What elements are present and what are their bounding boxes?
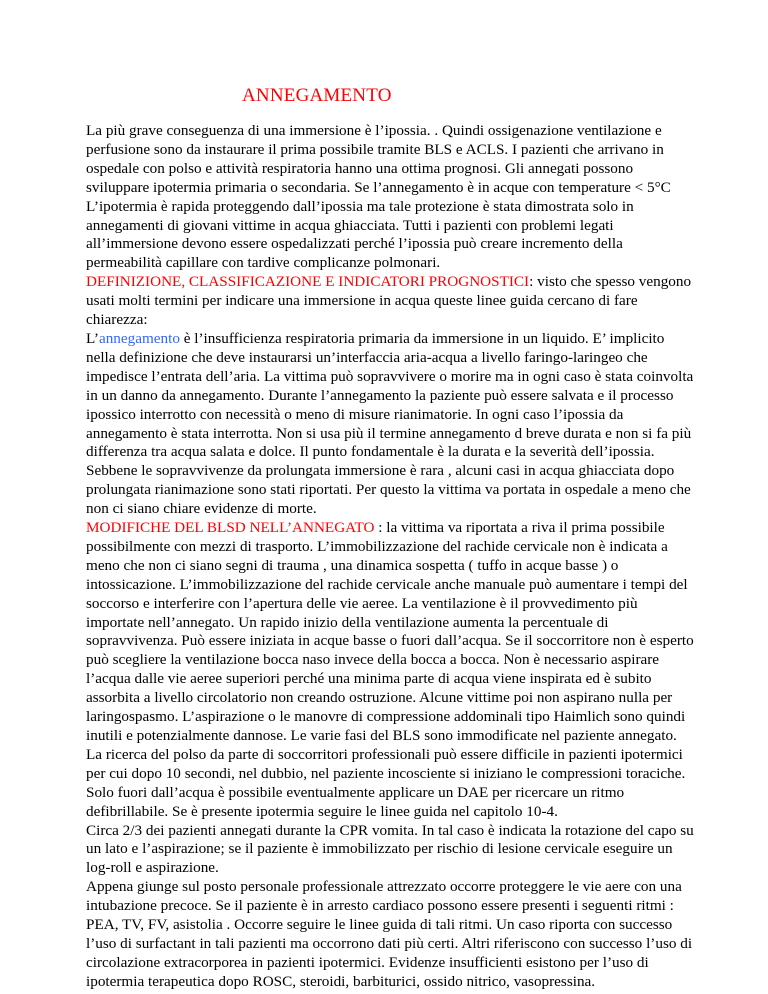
text-line: usati molti termini per indicare una immersione in acqua queste linee guida cercano di fare <box>86 292 638 310</box>
section-heading: DEFINIZIONE, CLASSIFICAZIONE E INDICATORI PROGNOSTICI <box>86 273 530 291</box>
text-line: intossicazione. L’immobilizzazione del rachide cervicale anche manuale può aumentare i tempi del <box>86 575 688 593</box>
text-line: log-roll e aspirazione. <box>86 859 219 877</box>
section-heading-tail: : visto che spesso vengono <box>529 273 692 291</box>
text-line: perfusione sono da instaurare il prima possibile tramite BLS e ACLS. I pazienti che arrivano in <box>86 140 664 158</box>
text-line: Sebbene le sopravvivenze da prolungata immersione è rara , alcuni casi in acqua ghiacciata dopo <box>86 462 675 480</box>
text-line: ipotermia terapeutica dopo ROSC, steroidi, barbiturici, ossido nitrico, vasopressina. <box>86 972 596 990</box>
text-line: La più grave conseguenza di una immersione è l’ipossia. . Quindi ossigenazione ventilazione e <box>86 122 662 139</box>
text-line: defibrillabile. Se è presente ipotermia seguire le linee guida nel capitolo 10-4. <box>86 802 558 820</box>
document-body <box>86 122 696 992</box>
text-line: in un danno da annegamento. Durante l’annegamento la paziente può essere salvata e il processo <box>86 386 674 404</box>
text-line: annegamenti di giovani vittime in acqua ghiacciata. Tutti i pazienti con problemi legati <box>86 216 614 234</box>
text-line: circolazione extracorporea in pazienti ipotermici. Evidenze insufficienti esistono per l’uso di <box>86 953 649 971</box>
section-heading-line <box>86 273 696 292</box>
text-line: può scegliere la ventilazione bocca naso invece della bocca a bocca. Non è necessario aspirare <box>86 651 660 669</box>
section-heading-line <box>86 519 696 538</box>
text-line: per cui dopo 10 secondi, nel dubbio, nel paziente incosciente si iniziano le compressioni toraciche. <box>86 764 686 782</box>
text-line: possibilmente con mezzi di trasporto. L’immobilizzazione del rachide cervicale non è indicata a <box>86 537 668 555</box>
text-line: all’immersione devono essere ospedalizzati perché l’ipossia può creare incremento della <box>86 235 623 253</box>
definition-section <box>86 273 696 519</box>
text-line: laringospasmo. L’aspirazione o le manovre di compressione addominali tipo Haimlich sono quindi <box>86 708 686 726</box>
text-line: sviluppare ipotermia primaria o secondaria. Se l’annegamento è in acque con temperature < 5°C <box>86 178 671 196</box>
text-line: sopravvivenza. Può essere iniziata in acque basse o fuori dall’acqua. Se il soccorritore non è esperto <box>86 632 694 650</box>
text-line: Appena giunge sul posto personale professionale attrezzato occorre proteggere le vie aere con una <box>86 878 682 896</box>
text-line: differenza tra acqua salata e dolce. Il punto fondamentale è la durata e la severità dell’ipossia. <box>86 443 655 461</box>
text-line: soccorso e interferire con l’apertura delle vie aeree. La ventilazione è il provvedimento più <box>86 594 638 612</box>
text-line: meno che non ci siano segni di trauma , una dinamica sospetta ( tuffo in acque basse ) o <box>86 556 619 574</box>
text-line: Solo fuori dall’acqua è possibile eventualmente applicare un DAE per ricercare un ritmo <box>86 783 625 801</box>
blsd-section <box>86 519 696 992</box>
text-line: PEA, TV, FV, asistolia . Occorre seguire le linee guida di tali ritmi. Un caso riporta con successo <box>86 916 673 934</box>
section-heading-tail: : la vittima va riportata a riva il prima possibile <box>374 519 665 537</box>
text-line: prolungata rianimazione sono stati riportati. Per questo la vittima va portata in ospedale a meno che <box>86 481 691 499</box>
text-line: ipossico interrotto con necessità o meno di misure rianimatorie. In ogni caso l’ipossia da <box>86 405 624 423</box>
intro-paragraph <box>86 122 696 273</box>
text-line: ospedale con polso e attività respiratoria hanno una ottima prognosi. Gli annegati possono <box>86 159 634 177</box>
text-line: Circa 2/3 dei pazienti annegati durante la CPR vomita. In tal caso è indicata la rotazione del capo su <box>86 821 694 839</box>
text-line: non ci siano chiare evidenze di morte. <box>86 500 317 518</box>
page-title: ANNEGAMENTO <box>242 85 392 106</box>
text-line: annegamento è stata interrotta. Non si usa più il termine annegamento d breve durata e non si fa più <box>86 424 692 442</box>
text-line: l’uso di surfactant in tali pazienti ma occorrono dati più certi. Altri riferiscono con successo l’uso di <box>86 934 693 952</box>
text-line: l’acqua dalle vie aeree superiori perché una minima parte di acqua viene inspirata ed è subito <box>86 670 652 688</box>
text-line: permeabilità capillare con tardive complicanze polmonari. <box>86 254 441 272</box>
text-line: un lato e l’aspirazione; se il paziente è immobilizzato per rischio di lesione cervicale eseguire un <box>86 840 673 858</box>
text-line: L’ipotermia è rapida proteggendo dall’ipossia ma tale protezione è stata dimostrata solo in <box>86 197 634 215</box>
text-line: impedisce l’entrata dell’aria. La vittima può sopravvivere o morire ma in ogni caso è stata coinvolta <box>86 367 694 385</box>
text-line: nella definizione che deve instaurarsi un’interfaccia aria-acqua a livello faringo-laringeo che <box>86 348 648 366</box>
text-line: inutili e potenzialmente dannose. Le varie fasi del BLS sono immodificate nel paziente annegato. <box>86 727 677 744</box>
text-line: La ricerca del polso da parte di soccorritori professionali può essere difficile in pazienti ipotermici <box>86 745 683 763</box>
definition-line <box>86 330 696 349</box>
text-line: assorbita a livello circolatorio non creando ostruzione. Alcune vittime poi non aspirano nulla per <box>86 689 673 707</box>
definition-term: annegamento <box>98 329 180 347</box>
section-heading: MODIFICHE DEL BLSD NELL’ANNEGATO <box>86 519 375 537</box>
text-line: intubazione precoce. Se il paziente è in arresto cardiaco possono essere presenti i seguenti ritmi : <box>86 897 674 915</box>
definition-prefix: L’ <box>86 329 99 347</box>
text-line: chiarezza: <box>86 311 148 329</box>
text-line: importate nell’annegato. Un rapido inizio della ventilazione aumenta la percentuale di <box>86 613 609 631</box>
definition-text: è l’insufficienza respiratoria primaria da immersione in un liquido. E’ implicito <box>179 329 665 347</box>
